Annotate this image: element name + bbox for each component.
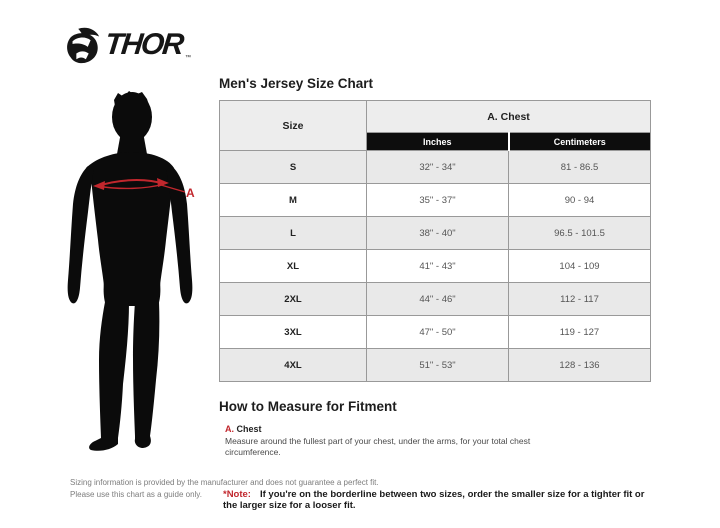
column-header-chest: A. Chest [367, 101, 651, 133]
fit-note-text: If you're on the borderline between two sizes, order the smaller size for a tighter fit or the larger size for a looser fit. [223, 488, 645, 511]
table-row [220, 217, 651, 250]
centimeters-cell: 96.5 - 101.5 [509, 217, 651, 250]
measure-label [225, 424, 655, 434]
size-cell: L [220, 217, 367, 250]
centimeters-cell: 90 - 94 [509, 184, 651, 217]
table-row [220, 349, 651, 382]
column-header-size: Size [220, 101, 367, 151]
size-table-header [220, 101, 651, 151]
measure-heading: How to Measure for Fitment [219, 399, 397, 414]
disclaimer-line-2: Please use this chart as a guide only. [70, 490, 202, 499]
inches-cell: 35" - 37" [367, 184, 509, 217]
centimeters-cell: 119 - 127 [509, 316, 651, 349]
inches-cell: 44" - 46" [367, 283, 509, 316]
measure-label-name: Chest [236, 424, 262, 434]
table-row [220, 151, 651, 184]
disclaimer [70, 477, 379, 501]
centimeters-cell: 81 - 86.5 [509, 151, 651, 184]
table-row [220, 250, 651, 283]
body-silhouette-diagram [58, 90, 203, 460]
measure-label-letter: A. [225, 424, 234, 434]
page-title: Men's Jersey Size Chart [219, 76, 374, 91]
size-cell: 4XL [220, 349, 367, 382]
size-cell: 3XL [220, 316, 367, 349]
inches-cell: 51" - 53" [367, 349, 509, 382]
table-row [220, 283, 651, 316]
size-cell: S [220, 151, 367, 184]
size-cell: M [220, 184, 367, 217]
column-header-inches: Inches [367, 133, 509, 151]
brand-logo [64, 26, 191, 64]
size-cell: XL [220, 250, 367, 283]
fit-note-label: *Note: [223, 488, 251, 500]
size-table [219, 100, 651, 382]
measure-description: Measure around the fullest part of your chest, under the arms, for your total chest circumference. [225, 436, 531, 458]
thor-helmet-icon [64, 26, 102, 64]
inches-cell: 41" - 43" [367, 250, 509, 283]
inches-cell: 47" - 50" [367, 316, 509, 349]
column-header-centimeters: Centimeters [509, 133, 651, 151]
chart-content [219, 76, 655, 511]
centimeters-cell: 112 - 117 [509, 283, 651, 316]
size-cell: 2XL [220, 283, 367, 316]
male-silhouette [68, 91, 193, 451]
centimeters-cell: 104 - 109 [509, 250, 651, 283]
arrow-label-a: A [186, 186, 195, 200]
inches-cell: 38" - 40" [367, 217, 509, 250]
size-table-body [220, 151, 651, 382]
table-row [220, 316, 651, 349]
trademark-mark: ™ [185, 55, 191, 61]
inches-cell: 32" - 34" [367, 151, 509, 184]
disclaimer-line-1: Sizing information is provided by the manufacturer and does not guarantee a perfect fit. [70, 478, 379, 487]
table-row [220, 184, 651, 217]
brand-name: THOR [103, 28, 184, 61]
centimeters-cell: 128 - 136 [509, 349, 651, 382]
